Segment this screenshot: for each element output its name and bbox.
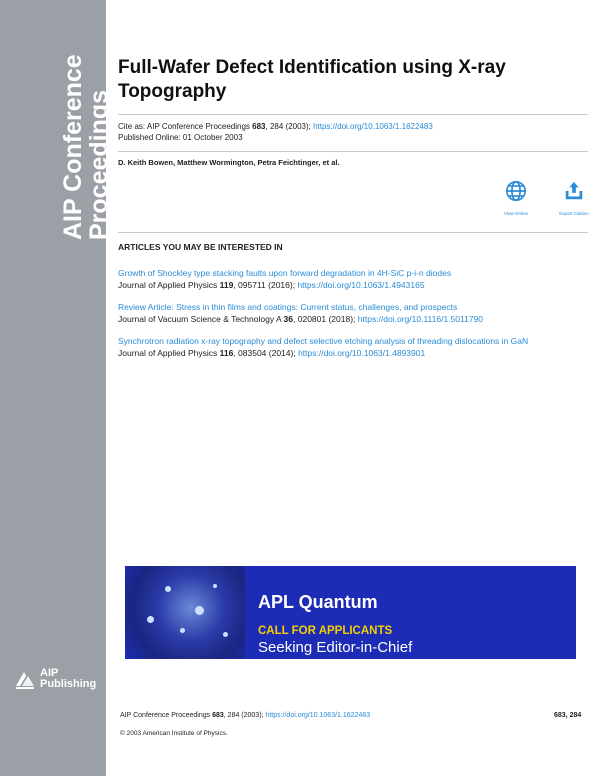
export-citation-button[interactable] xyxy=(556,180,592,216)
copyright: © 2003 American Institute of Physics. xyxy=(120,730,228,737)
banner-title: APL Quantum xyxy=(258,592,378,612)
view-online-label: View Online xyxy=(504,211,528,216)
doi-link[interactable]: https://doi.org/10.1116/1.5011790 xyxy=(357,314,484,324)
journal-volume: 119 xyxy=(219,280,234,290)
journal-pages: , 020801 (2018); xyxy=(293,314,358,324)
journal-name: Journal of Applied Physics xyxy=(118,348,220,358)
related-article-ref xyxy=(118,279,588,291)
divider xyxy=(118,232,588,233)
globe-icon xyxy=(505,180,527,202)
journal-volume: 116 xyxy=(219,348,234,358)
export-icon xyxy=(563,180,585,202)
citation-volume: 683 xyxy=(252,122,266,131)
citation-pages: , 284 (2003); xyxy=(265,122,314,131)
footer-doi-link[interactable]: https://doi.org/10.1063/1.1622483 xyxy=(265,712,371,719)
related-articles-list xyxy=(118,267,588,369)
footer-cite-prefix: AIP Conference Proceedings xyxy=(120,712,213,719)
published-date: Published Online: 01 October 2003 xyxy=(118,133,243,142)
citation-line xyxy=(118,121,433,132)
doi-link[interactable]: https://doi.org/10.1063/1.4943165 xyxy=(297,280,425,290)
footer-citation xyxy=(120,712,370,719)
export-citation-label: Export Citation xyxy=(559,211,589,216)
article-actions xyxy=(498,180,592,216)
banner-subtitle: CALL FOR APPLICANTS xyxy=(258,625,393,637)
citation-block xyxy=(118,121,433,143)
related-article xyxy=(118,301,588,325)
related-article xyxy=(118,267,588,291)
related-article-ref xyxy=(118,313,588,325)
journal-pages: , 095711 (2016); xyxy=(233,280,298,290)
publisher-logo[interactable] xyxy=(14,668,96,690)
journal-name: Journal of Vacuum Science & Technology A xyxy=(118,314,284,324)
journal-name: Journal of Applied Physics xyxy=(118,280,220,290)
journal-pages: , 083504 (2014); xyxy=(233,348,299,358)
related-article xyxy=(118,335,588,359)
aip-logo-icon xyxy=(14,668,36,690)
related-article-title[interactable]: Review Article: Stress in thin films and coatings: Current status, challenges, and prospects xyxy=(118,302,458,312)
related-article-ref xyxy=(118,347,588,359)
related-article-title[interactable]: Growth of Shockley type stacking faults upon forward degradation in 4H-SiC p-i-n diodes xyxy=(118,268,452,278)
footer-cite-pages: , 284 (2003); xyxy=(223,712,266,719)
journal-name-line2: Proceedings xyxy=(85,89,113,240)
footer-page-ref: 683, 284 xyxy=(554,712,582,719)
publisher-line1: AIP xyxy=(40,667,59,679)
advertisement-banner[interactable] xyxy=(125,566,576,659)
citation-prefix: Cite as: AIP Conference Proceedings xyxy=(118,122,253,131)
journal-name xyxy=(60,54,112,240)
banner-artwork xyxy=(125,566,245,659)
related-articles-heading: ARTICLES YOU MAY BE INTERESTED IN xyxy=(118,242,283,252)
divider xyxy=(118,114,588,115)
journal-volume: 36 xyxy=(283,314,294,324)
view-online-button[interactable] xyxy=(498,180,534,216)
doi-link[interactable]: https://doi.org/10.1063/1.4893901 xyxy=(298,348,426,358)
footer-cite-volume: 683 xyxy=(212,712,224,719)
citation-doi-link[interactable]: https://doi.org/10.1063/1.1622483 xyxy=(313,122,433,131)
sidebar xyxy=(0,0,113,776)
publisher-line2: Publishing xyxy=(40,678,97,690)
paper-title: Full-Wafer Defect Identification using X-ray Topography xyxy=(118,57,506,102)
banner-tagline: Seeking Editor-in-Chief xyxy=(258,639,413,656)
journal-name-line1: AIP Conference xyxy=(59,54,87,240)
divider xyxy=(118,151,588,152)
author-list: D. Keith Bowen, Matthew Wormington, Petra Feichtinger, et al. xyxy=(118,158,340,167)
related-article-title[interactable]: Synchrotron radiation x-ray topography and defect selective etching analysis of threading dislocations in GaN xyxy=(118,336,529,346)
